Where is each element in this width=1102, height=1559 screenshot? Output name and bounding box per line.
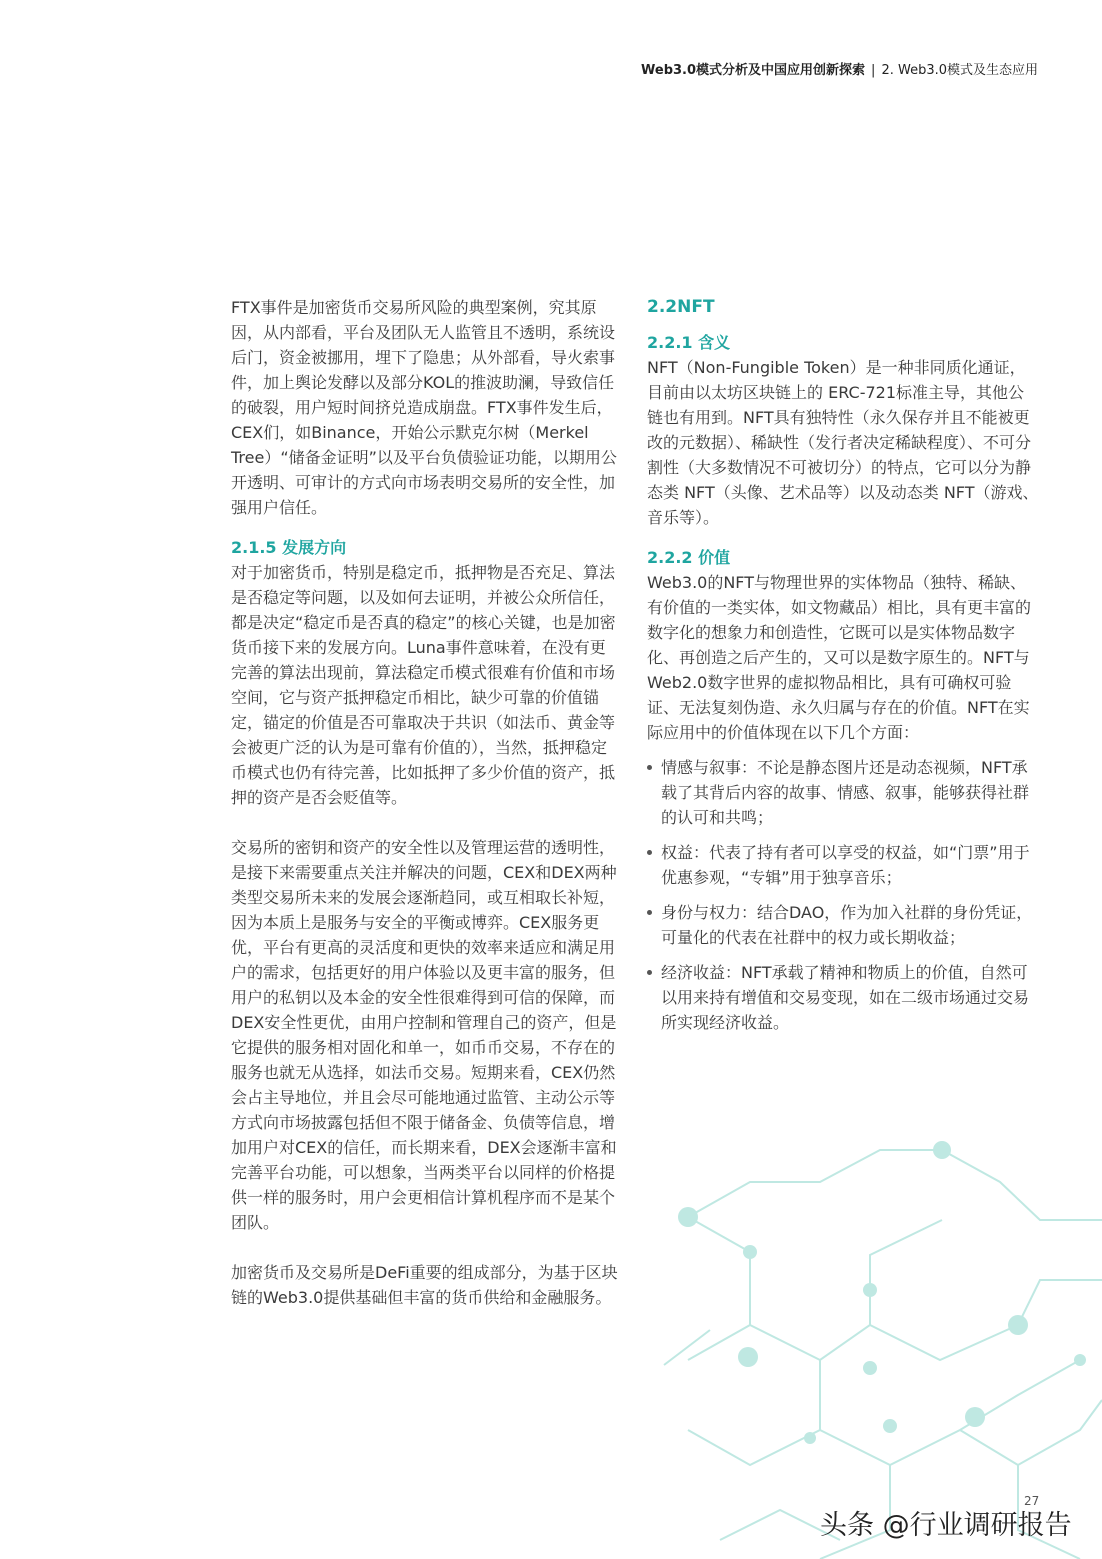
- bullet-dot-icon: [647, 970, 652, 975]
- bullet-item: [647, 755, 1039, 830]
- bullet-dot-icon: [647, 850, 652, 855]
- header-section: 2. Web3.0模式及生态应用: [881, 63, 1038, 78]
- bullet-item: [647, 840, 1039, 890]
- left-column: [231, 295, 621, 1310]
- running-header: [641, 59, 1038, 78]
- heading-development-direction: 2.1.5 发展方向: [231, 538, 347, 557]
- bullet-item: [647, 960, 1039, 1035]
- right-column: [647, 295, 1039, 1045]
- bullet-item: [647, 900, 1039, 950]
- left-paragraph-3: 交易所的密钥和资产的安全性以及管理运营的透明性，是接下来需要重点关注并解决的问题，CEX和DEX两种类型交易所未来的发展会逐渐趋同，或互相取长补短，因为本质上是服务与安全的平衡或博弈。CEX服务更优，平台有更高的灵活度和更快的效率来适应和满足用户的需求，包括更好的用户体验以及更丰富的服务，但用户的私钥以及本金的安全性很难得到可信的保障，而DEX安全性更优，由用户控制和管理自己的资产，但是它提供的服务相对固化和单一，如币币交易，不存在的服务也就无从选择，如法币交易。短期来看，CEX仍然会占主导地位，并且会尽可能地通过监管、主动公示等方式向市场披露包括但不限于储备金、负债等信息，增加用户对CEX的信任，而长期来看，DEX会逐渐丰富和完善平台功能，可以想象，当两类平台以同样的价格提供一样的服务时，用户会更相信计算机程序而不是某个团队。: [231, 838, 617, 1232]
- page-number: 27: [1024, 1494, 1040, 1508]
- header-title: Web3.0模式分析及中国应用创新探索: [641, 63, 866, 78]
- bullet-text: 经济收益：NFT承载了精神和物质上的价值，自然可以用来持有增值和交易变现，如在二级市场通过交易所实现经济收益。: [661, 963, 1030, 1032]
- bullet-text: 情感与叙事：不论是静态图片还是动态视频，NFT承载了其背后内容的故事、情感、叙事，能够获得社群的认可和共鸣；: [661, 758, 1030, 827]
- left-paragraph-4: 加密货币及交易所是DeFi重要的组成部分，为基于区块链的Web3.0提供基础但丰富的货币供给和金融服务。: [231, 1263, 618, 1307]
- value-bullet-list: [647, 755, 1039, 1035]
- bullet-dot-icon: [647, 765, 652, 770]
- right-paragraph-1: NFT（Non-Fungible Token）是一种非同质化通证，目前由以太坊区块链上的 ERC-721标准主导，其他公链也有用到。NFT具有独特性（永久保存并且不能被更改的元数据）、稀缺性（发行者决定稀缺程度）、不可分割性（大多数情况不可被切分）的特点，它可以分为静态类 NFT（头像、艺术品等）以及动态类 NFT（游戏、音乐等）。: [647, 358, 1039, 527]
- section-heading-nft: 2.2NFT: [647, 297, 715, 317]
- left-paragraph-1: FTX事件是加密货币交易所风险的典型案例，究其原因，从内部看，平台及团队无人监管且不透明，系统设后门，资金被挪用，埋下了隐患；从外部看，导火索事件，加上舆论发酵以及部分KOL的推波助澜，导致信任的破裂，用户短时间挤兑造成崩盘。FTX事件发生后，CEX们，如Binance，开始公示默克尔树（Merkel Tree）“储备金证明”以及平台负债验证功能，以期用公开透明、可审计的方式向市场表明交易所的安全性，加强用户信任。: [231, 298, 617, 517]
- heading-meaning: 2.2.1 含义: [647, 333, 731, 352]
- watermark: 头条 @行业调研报告: [820, 1510, 1072, 1541]
- bullet-dot-icon: [647, 910, 652, 915]
- left-paragraph-2: 对于加密货币，特别是稳定币，抵押物是否充足、算法是否稳定等问题，以及如何去证明，并被公众所信任，都是决定“稳定币是否真的稳定”的核心关键，也是加密货币接下来的发展方向。Luna事件意味着，在没有更完善的算法出现前，算法稳定币模式很难有价值和市场空间，它与资产抵押稳定币相比，缺少可靠的价值锚定，锚定的价值是否可靠取决于共识（如法币、黄金等会被更广泛的认为是可靠有价值的），当然，抵押稳定币模式也仍有待完善，比如抵押了多少价值的资产，抵押的资产是否会贬值等。: [231, 563, 616, 807]
- bullet-text: 身份与权力：结合DAO，作为加入社群的身份凭证，可量化的代表在社群中的权力或长期收益；: [661, 903, 1033, 947]
- right-paragraph-2: Web3.0的NFT与物理世界的实体物品（独特、稀缺、有价值的一类实体，如文物藏品）相比，具有更丰富的数字化的想象力和创造性，它既可以是实体物品数字化、再创造之后产生的，又可以是数字原生的。NFT与Web2.0数字世界的虚拟物品相比，具有可确权可验证、无法复刻伪造、永久归属与存在的价值。NFT在实际应用中的价值体现在以下几个方面：: [647, 573, 1032, 742]
- header-separator: |: [871, 63, 876, 78]
- bullet-text: 权益：代表了持有者可以享受的权益，如“门票”用于优惠参观，“专辑”用于独享音乐；: [661, 843, 1030, 887]
- heading-value: 2.2.2 价值: [647, 548, 731, 567]
